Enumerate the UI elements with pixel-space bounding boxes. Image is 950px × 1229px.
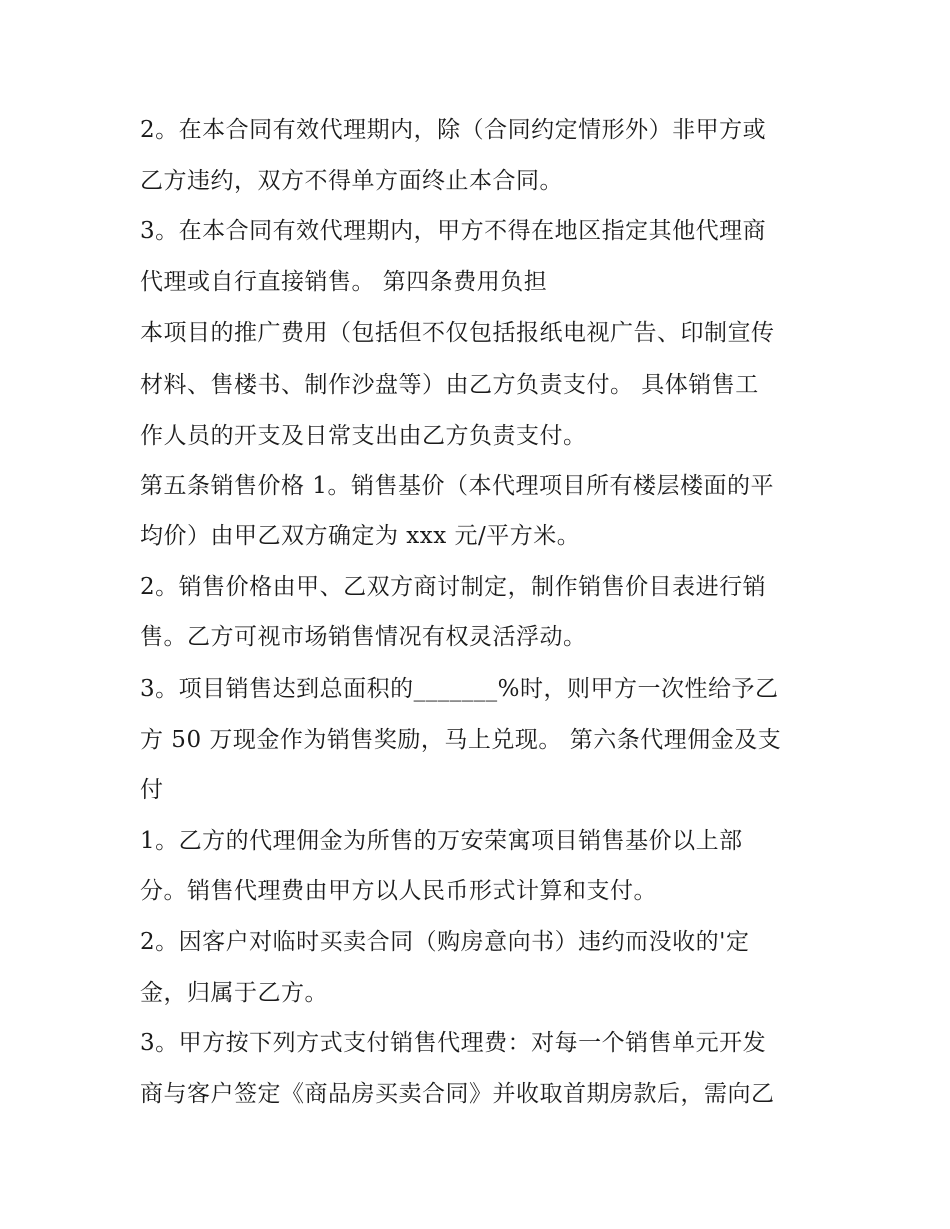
- paragraph-line: 3。项目销售达到总面积的_______%时，则甲方一次性给予乙: [140, 676, 779, 702]
- paragraph-line: 2。销售价格由甲、乙双方商讨制定，制作销售价目表进行销: [140, 574, 767, 600]
- paragraph-line: 2。因客户对临时买卖合同（购房意向书）违约而没收的'定: [140, 929, 750, 955]
- paragraph-line: 售。乙方可视市场销售情况有权灵活浮动。: [140, 624, 587, 650]
- paragraph-line: 分。销售代理费由甲方以人民币形式计算和支付。: [140, 878, 657, 904]
- paragraph-line: 1。乙方的代理佣金为所售的万安荣寓项目销售基价以上部: [140, 828, 743, 854]
- paragraph-line: 第五条销售价格 1。销售基价（本代理项目所有楼层楼面的平: [140, 473, 774, 499]
- paragraph-line: 商与客户签定《商品房买卖合同》并收取首期房款后，需向乙: [140, 1081, 775, 1107]
- paragraph-line: 金，归属于乙方。: [140, 980, 328, 1006]
- paragraph-line: 均价）由甲乙双方确定为 xxx 元/平方米。: [140, 523, 581, 549]
- paragraph-line: 乙方违约，双方不得单方面终止本合同。: [140, 168, 563, 194]
- paragraph-line: 代理或自行直接销售。 第四条费用负担: [140, 269, 548, 295]
- paragraph-line: 作人员的开支及日常支出由乙方负责支付。: [140, 423, 587, 449]
- paragraph-line: 3。甲方按下列方式支付销售代理费：对每一个销售单元开发: [140, 1030, 767, 1056]
- paragraph-line: 本项目的推广费用（包括但不仅包括报纸电视广告、印制宣传: [140, 320, 775, 346]
- paragraph-line: 3。在本合同有效代理期内，甲方不得在地区指定其他代理商: [140, 218, 767, 244]
- paragraph-line: 2。在本合同有效代理期内，除（合同约定情形外）非甲方或: [140, 117, 767, 143]
- paragraph-line: 付: [140, 777, 164, 803]
- paragraph-line: 方 50 万现金作为销售奖励，马上兑现。 第六条代理佣金及支: [140, 727, 782, 753]
- paragraph-line: 材料、售楼书、制作沙盘等）由乙方负责支付。 具体销售工: [140, 372, 759, 398]
